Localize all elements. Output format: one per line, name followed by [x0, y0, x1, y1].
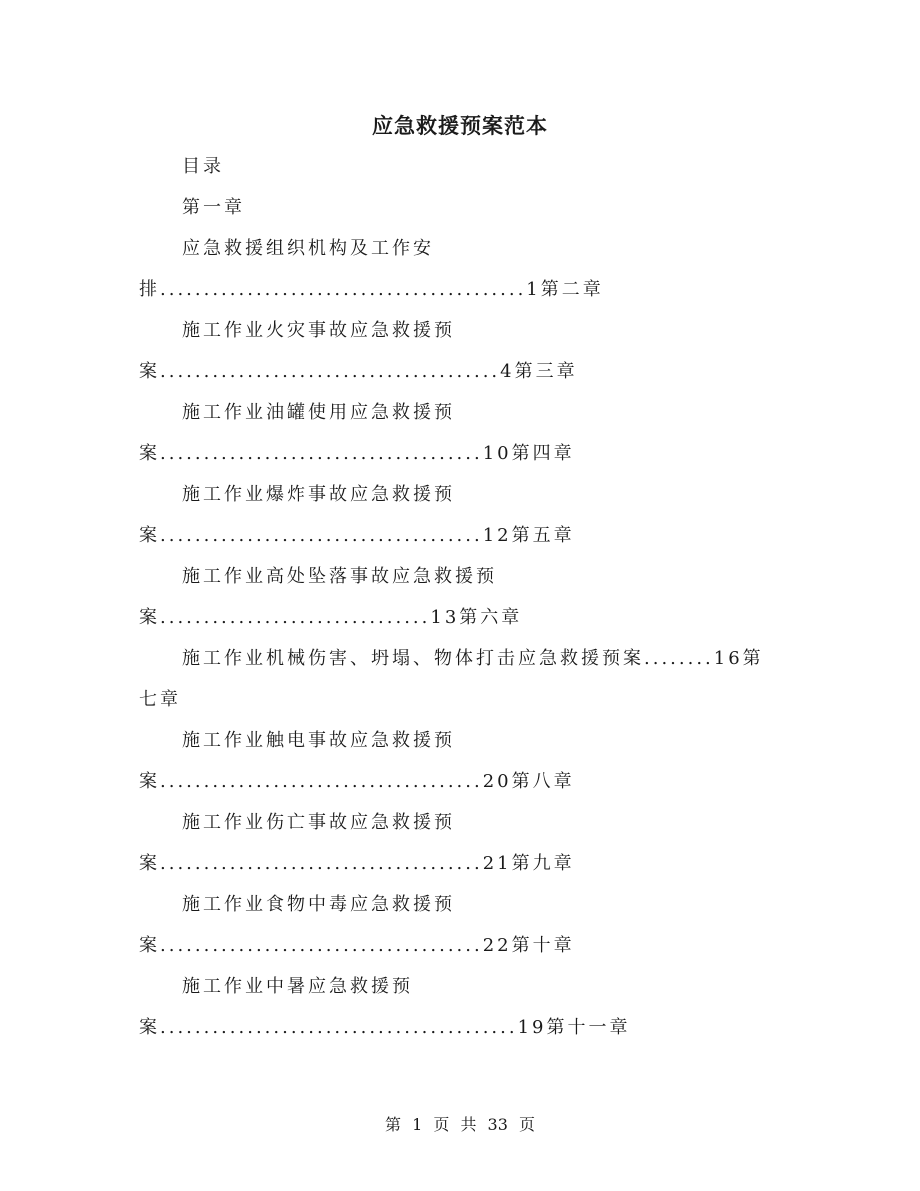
toc-line: 施工作业爆炸事故应急救援预案.....................................12第五章	[139, 484, 575, 546]
toc-line: 第一章	[182, 197, 245, 218]
toc-body	[139, 146, 779, 1048]
toc-line: 施工作业触电事故应急救援预案.....................................20第八章	[139, 730, 575, 792]
toc-line: 应急救援组织机构及工作安排..........................................1第二章	[139, 238, 604, 300]
toc-line: 施工作业食物中毒应急救援预案.....................................22第十章	[139, 894, 575, 956]
toc-line: 施工作业火灾事故应急救援预案.......................................4第三章	[139, 320, 578, 382]
toc-line: 施工作业伤亡事故应急救援预案.....................................21第九章	[139, 812, 575, 874]
toc-line: 施工作业机械伤害、坍塌、物体打击应急救援预案........16第七章	[139, 648, 764, 710]
toc-line: 施工作业高处坠落事故应急救援预案...............................13第六章	[139, 566, 523, 628]
toc-line: 施工作业中暑应急救援预案.........................................19第十一章	[139, 976, 631, 1038]
toc-heading: 目录	[182, 156, 224, 177]
document-title: 应急救援预案范本	[372, 113, 548, 138]
page-footer: 第 1 页 共 33 页	[385, 1115, 535, 1134]
toc-line: 施工作业油罐使用应急救援预案.....................................10第四章	[139, 402, 575, 464]
